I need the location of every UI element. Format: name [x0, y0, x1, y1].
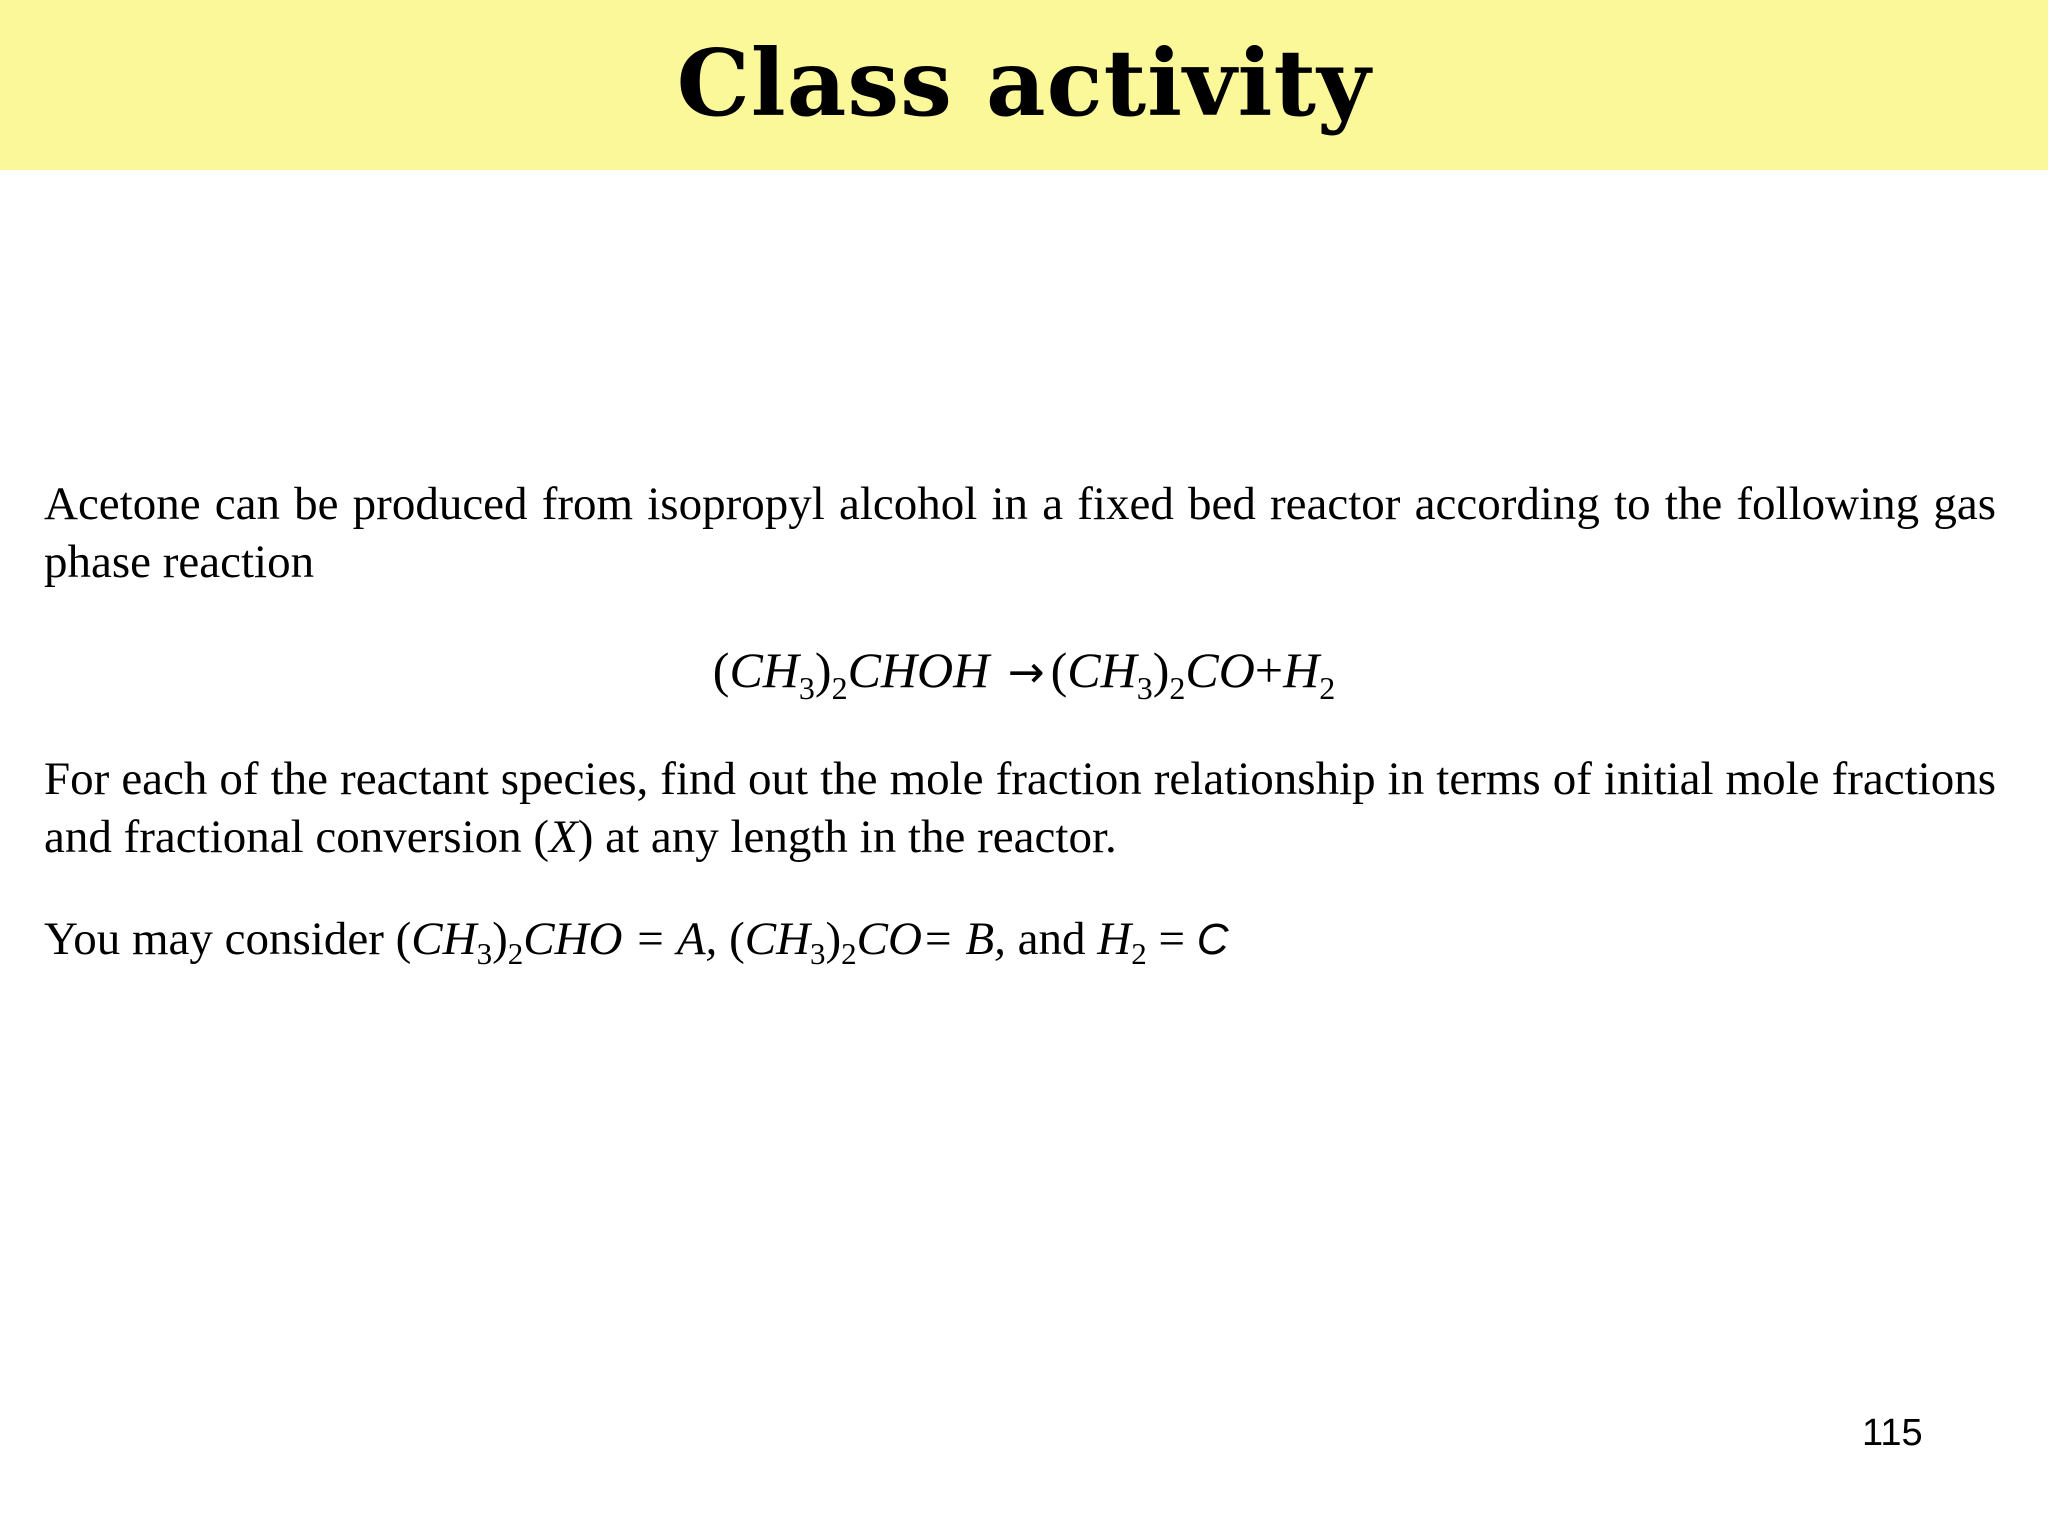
eq-ch: CH	[729, 642, 799, 698]
notation-c: C	[1196, 915, 1229, 964]
task-text-2: ) at any length in the reactor.	[577, 811, 1117, 863]
notation-paren: (	[395, 913, 412, 965]
notation-a: CHO = A,	[523, 913, 730, 965]
page-number: 115	[1862, 1412, 1923, 1454]
eq-ch: CH	[1067, 642, 1137, 698]
eq-paren: (	[712, 642, 730, 698]
notation-ch: CH	[411, 913, 477, 965]
notation-subscript: 2	[1131, 936, 1147, 971]
intro-paragraph: Acetone can be produced from isopropyl alcohol in a fixed bed reactor according to the following gas phase reaction	[44, 478, 1996, 588]
eq-co: CO	[1185, 642, 1255, 698]
notation-subscript: 2	[507, 936, 524, 971]
notation-paren: )	[825, 913, 842, 965]
conversion-variable: X	[549, 811, 578, 863]
eq-subscript: 2	[1169, 670, 1186, 706]
reaction-arrow-icon: →	[1007, 647, 1045, 698]
notation-lead: You may consider	[44, 913, 396, 965]
eq-paren: )	[814, 642, 832, 698]
notation-paren: (	[729, 913, 745, 965]
reaction-equation	[0, 638, 2048, 705]
task-text-1: For each of the reactant species, find out the mole fraction relationship in terms of initial mole fractions and fractional conversion (	[44, 753, 1996, 863]
eq-plus: +	[1254, 642, 1284, 698]
eq-subscript: 3	[1136, 670, 1153, 706]
eq-h: H	[1283, 642, 1320, 698]
slide-title: Class activity	[676, 29, 1372, 137]
notation-subscript: 3	[476, 936, 493, 971]
notation-equals: =	[1146, 913, 1197, 965]
eq-subscript: 3	[798, 670, 815, 706]
eq-paren: )	[1152, 642, 1170, 698]
notation-b: CO= B,	[856, 913, 1018, 965]
notation-subscript: 3	[810, 936, 826, 971]
eq-subscript: 2	[1319, 670, 1336, 706]
notation-and: and	[1017, 913, 1098, 965]
task-paragraph	[44, 750, 1996, 866]
notation-subscript: 2	[841, 936, 857, 971]
notation-h: H	[1097, 913, 1132, 965]
eq-subscript: 2	[831, 670, 848, 706]
notation-paren: )	[492, 913, 508, 965]
notation-paragraph	[44, 910, 1996, 969]
notation-ch: CH	[744, 913, 811, 965]
eq-paren: (	[1050, 642, 1068, 698]
eq-chohi: CHOH	[847, 642, 990, 698]
